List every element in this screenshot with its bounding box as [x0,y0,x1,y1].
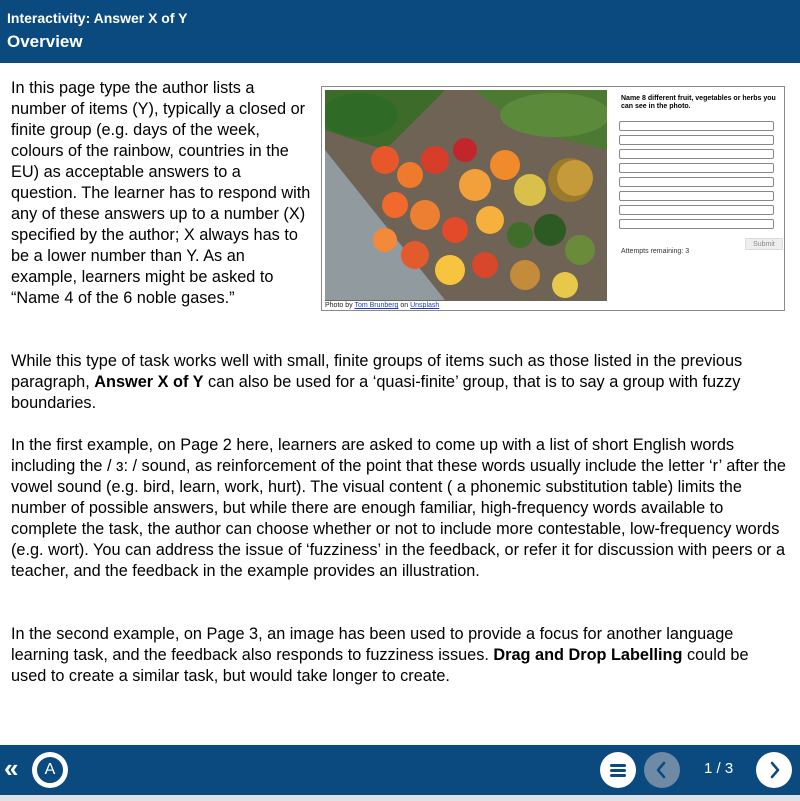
underlying-page-strip [0,795,800,801]
accessibility-button[interactable] [32,752,68,788]
p2-text-b: can also be used for a ‘quasi-finite’ group, that is to say a group with fuzzy boundaries. [11,373,741,412]
answer-input-2[interactable] [619,135,774,145]
menu-button[interactable] [600,752,636,788]
answer-input-3[interactable] [619,149,774,159]
photo-credit-mid: on [398,302,411,309]
produce-photo [325,90,607,301]
answer-input-7[interactable] [619,205,774,215]
answer-input-6[interactable] [619,191,774,201]
p2-text-a: While this type of task works well with small, finite groups of items such as those listed in the previous paragraph, [11,352,743,391]
answer-input-5[interactable] [619,177,774,187]
hamburger-icon [607,759,629,781]
page-counter: 1 / 3 [704,760,734,777]
p2-bold: Answer X of Y [94,373,204,391]
submit-button[interactable]: Submit [745,238,783,250]
quiz-prompt: Name 8 different fruit, vegetables or herbs you can see in the photo. [621,95,776,110]
photo-credit-author-link[interactable]: Tom Brunberg [354,302,399,309]
photo-credit-prefix: Photo by [325,302,355,309]
example-preview [321,86,785,311]
attempts-remaining: Attempts remaining: 3 [621,248,690,255]
photo-credit-site-link[interactable]: Unsplash [410,302,440,309]
paragraph-4 [11,624,786,687]
paragraph-3: In the first example, on Page 2 here, learners are asked to come up with a list of short English words including the / ɜ: / sound, as reinforcement of the point that these words usually include the letter ‘r’ after the vowel sound (e.g. bird, learn, work, hurt). The visual content ( a phonemic substitution table) limits the number of possible answers, but while there are enough familiar, high-frequency words available to complete the task, the author can choose whether or not to include more contestable, low-frequency words (e.g. wort). You can address the issue of ‘fuzziness’ in the feedback, or refer it for discussion with peers or a teacher, and the feedback in the example provides an illustration. [11,436,786,580]
chevron-left-icon [652,760,672,780]
next-page-button[interactable] [756,752,792,788]
footer-nav-bar [0,745,800,795]
produce-photo-illustration [325,90,607,301]
photo-credit [325,302,439,309]
answer-input-8[interactable] [619,219,774,229]
intro-paragraph: In this page type the author lists a number of items (Y), typically a closed or finite group (e.g. days of the week, colours of the rainbow, countries in the EU) as acceptable answers to a question. The learner has to respond with any of these answers up to a number (X) specified by the author; X always has to be a lower number than Y. As an example, learners might be asked to “Name 4 of the 6 noble gases.” [11,79,311,307]
page-title: Overview [7,32,83,51]
paragraph-2 [11,351,786,414]
header-bar [0,0,800,63]
page-kicker: Interactivity: Answer X of Y [7,10,188,26]
p4-text-a: In the second example, on Page 3, an image has been used to provide a focus for another language learning task, and the feedback also responds to fuzziness issues. [11,625,734,664]
previous-page-button[interactable] [644,752,680,788]
p4-bold: Drag and Drop Labelling [493,646,683,664]
answer-input-4[interactable] [619,163,774,173]
collapse-icon[interactable]: « [4,753,19,783]
accessibility-icon: A [35,755,65,785]
chevron-right-icon [764,760,784,780]
p4-text-b: could be used to create a similar task, but would take longer to create. [11,646,749,685]
answer-input-1[interactable] [619,121,774,131]
